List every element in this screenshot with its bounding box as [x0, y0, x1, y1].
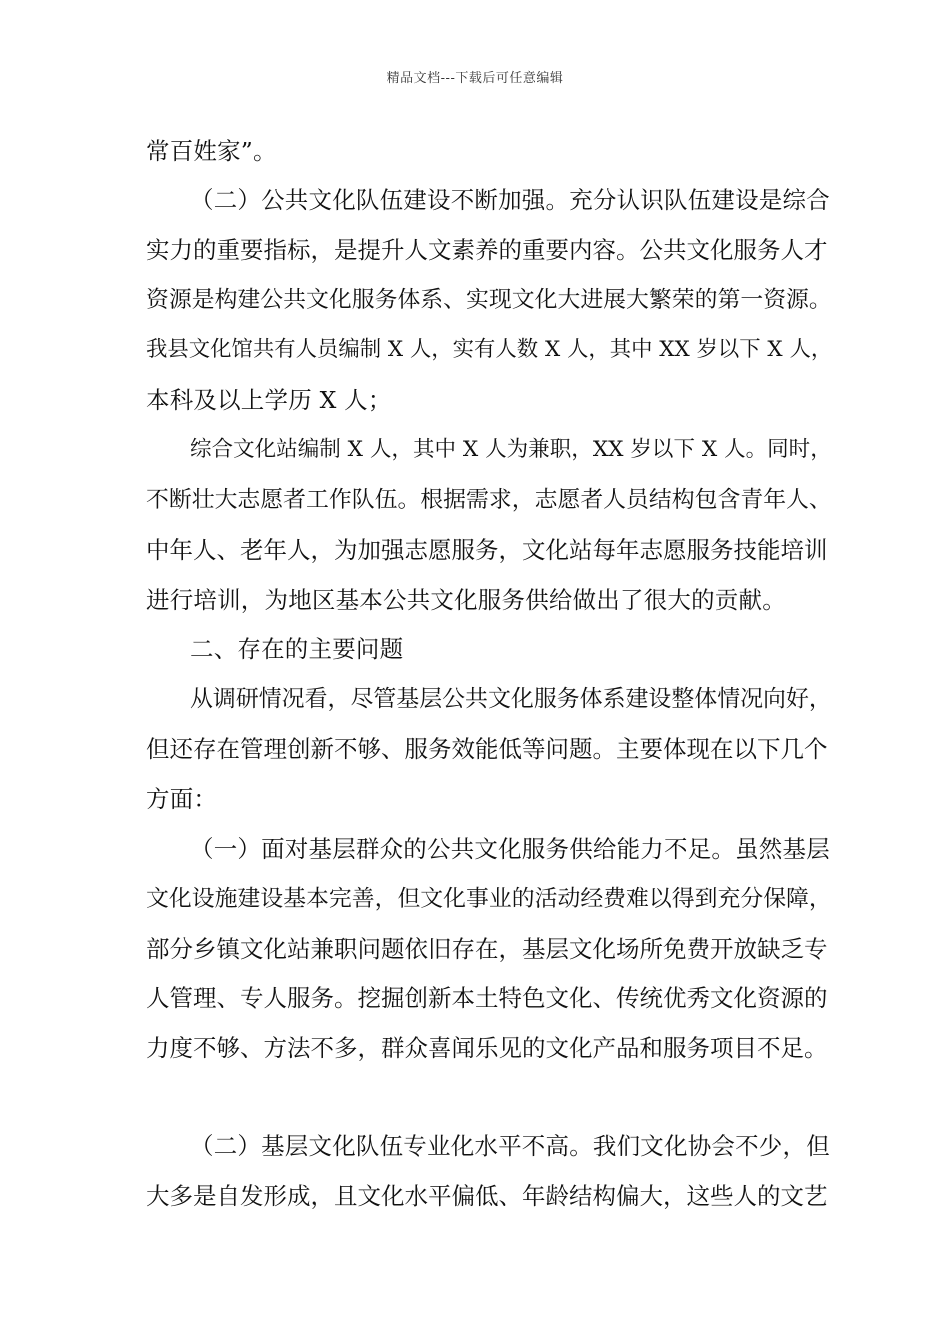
body-text-line: 文化设施建设基本完善，但文化事业的活动经费难以得到充分保障，	[146, 886, 832, 912]
body-text-line: （二）公共文化队伍建设不断加强。充分认识队伍建设是综合	[190, 186, 830, 214]
body-text-line: 常百姓家”。	[146, 137, 277, 165]
body-text-line: 但还存在管理创新不够、服务效能低等问题。主要体现在以下几个	[146, 735, 828, 763]
body-text-line: 方面：	[146, 785, 218, 813]
body-text-line: 不断壮大志愿者工作队伍。根据需求，志愿者人员结构包含青年人、	[146, 487, 832, 513]
body-text-line: 中年人、老年人，为加强志愿服务，文化站每年志愿服务技能培训	[146, 536, 828, 564]
body-text-line: 我县文化馆共有人员编制 X 人，实有人数 X 人，其中 XX 岁以下 X 人，	[146, 337, 833, 362]
body-text-line: （一）面对基层群众的公共文化服务供给能力不足。虽然基层	[190, 835, 830, 863]
body-text-line: （二）基层文化队伍专业化水平不高。我们文化协会不少，但	[190, 1132, 830, 1160]
body-text-line: 力度不够、方法不多，群众喜闻乐见的文化产品和服务项目不足。	[146, 1034, 828, 1062]
body-text-line: 从调研情况看，尽管基层公共文化服务体系建设整体情况向好，	[190, 686, 832, 712]
page-header: 精品文档---下载后可任意编辑	[386, 71, 564, 86]
section-heading: 二、存在的主要问题	[190, 635, 404, 663]
body-text-line: 人管理、专人服务。挖掘创新本土特色文化、传统优秀文化资源的	[146, 984, 828, 1012]
body-text-line: 部分乡镇文化站兼职问题依旧存在，基层文化场所免费开放缺乏专	[146, 935, 828, 963]
body-text-line: 本科及以上学历 X 人；	[146, 386, 392, 414]
body-text-line: 进行培训，为地区基本公共文化服务供给做出了很大的贡献。	[146, 586, 786, 614]
body-text-line: 实力的重要指标，是提升人文素养的重要内容。公共文化服务人才	[146, 236, 828, 264]
body-text-line: 综合文化站编制 X 人，其中 X 人为兼职，XX 岁以下 X 人。同时，	[190, 437, 832, 462]
body-text-line: 大多是自发形成，且文化水平偏低、年龄结构偏大，这些人的文艺	[146, 1182, 828, 1210]
body-text-line: 资源是构建公共文化服务体系、实现文化大进展大繁荣的第一资源。	[146, 287, 832, 313]
